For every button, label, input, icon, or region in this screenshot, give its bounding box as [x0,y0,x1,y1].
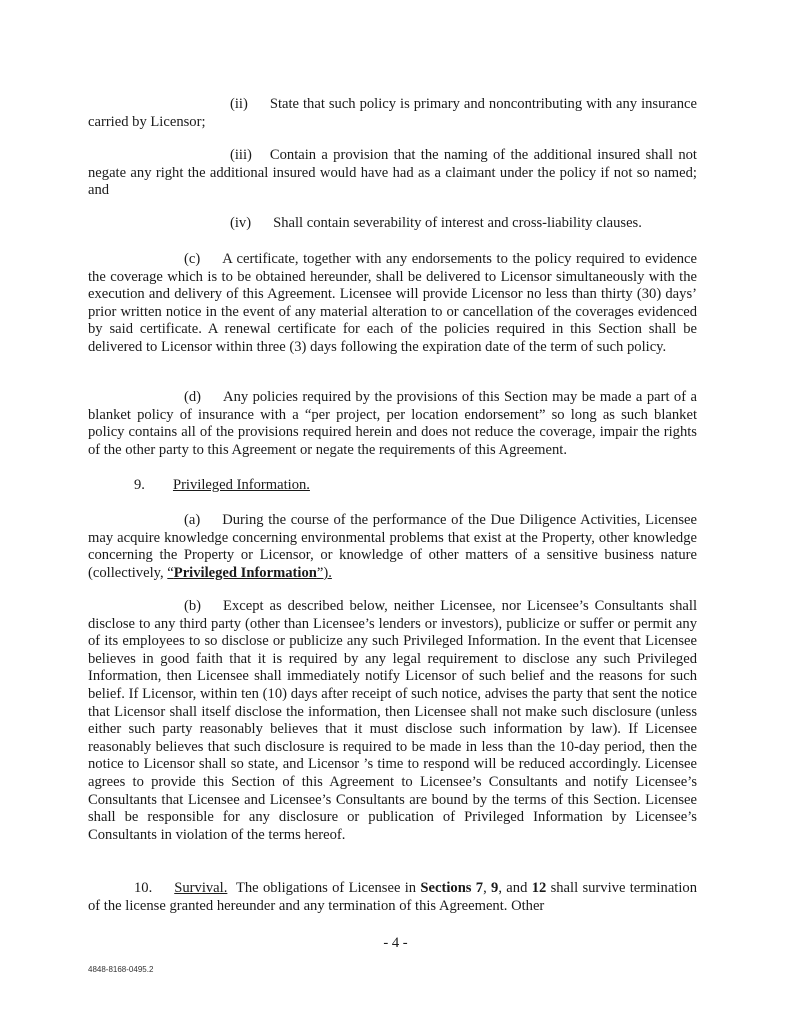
subsection-c-number: (c) [184,251,201,267]
clause-iv-text: Shall contain severability of interest and cross-liability clauses. [273,215,642,231]
clause-iii-number: (iii) [230,147,252,163]
clause-ii [88,96,697,131]
section-10-title: Survival. [174,880,228,896]
section-9-b [88,598,697,844]
subsection-c-text: A certificate, together with any endorsements to the policy required to evidence the coverage which is to be obtained hereunder, shall be delivered to Licensor simultaneously with the execution and delivery of this Agreement. Licensee will provide Licensor no less than thirty (30) days’ prior written notice in the event of any material alteration to or cancellation of the coverages evidenced by said certificate. A renewal certificate for each of the policies required in this Section shall be delivered to Licensor within three (3) days following the expiration date of the term of such policy. [88,251,697,355]
section-9-a [88,512,697,582]
defined-term-open-quote: “ [167,564,174,581]
section-10-ref-9: 9 [491,880,499,896]
section-9-title: Privileged Information. [172,477,310,493]
section-10-ref-sections-7: Sections 7 [420,880,484,896]
defined-term-privileged-information: Privileged Information [173,564,317,581]
section-10-number: 10. [134,880,153,896]
clause-ii-text: State that such policy is primary and noncontributing with any insurance carried by Licensor; [88,96,697,130]
section-10 [88,880,697,915]
clause-ii-number: (ii) [230,96,248,112]
subsection-d-text: Any policies required by the provisions of this Section may be made a part of a blanket policy of insurance with a “per project, per location endorsement” so long as such blanket policy contains all of the provisions required herein and does not reduce the coverage, impair the rights of the other party to this Agreement or negate the requirements of this Agreement. [88,389,697,458]
section-10-ref-12: 12 [531,880,547,896]
clause-iii-text: Contain a provision that the naming of the additional insured shall not negate any right the additional insured would have had as a claimant under the policy if not so named; and [88,147,697,199]
section-9-b-number: (b) [184,598,202,614]
section-10-sep-2: , and [498,880,532,896]
clause-iv [88,215,697,233]
section-9-a-text: During the course of the performance of the Due Diligence Activities, Licensee may acquire knowledge concerning environmental problems that exist at the Property, other knowledge concerning the Property or Licensor, or knowledge of other matters of a sensitive business nature (collectively, [88,512,697,581]
defined-term-close-quote: ”). [316,564,332,581]
page-number: - 4 - [383,935,408,951]
section-9-heading [134,477,310,495]
section-9-a-number: (a) [184,512,201,528]
subsection-d [88,389,697,459]
section-10-sep-1: , [483,880,492,896]
section-10-text-2: shall survive termination of the license granted hereunder and any termination of this Agreement. Other [88,880,697,914]
subsection-c [88,251,697,357]
section-9-number: 9. [134,477,145,493]
clause-iii [88,147,697,200]
subsection-d-number: (d) [184,389,202,405]
document-id: 4848-8168-0495.2 [88,965,154,974]
section-10-text-1: The obligations of Licensee in [235,880,421,896]
clause-iv-number: (iv) [230,215,252,231]
section-9-b-text: Except as described below, neither Licensee, nor Licensee’s Consultants shall disclose to any third party (other than Licensee’s lenders or investors), publicize or suffer or permit any of its employees to so disclose or publicize any such Privileged Information. In the event that Licensee believes in good faith that it is required by any legal requirement to disclose any such Privileged Information, then Licensee shall immediately notify Licensor of such belief and the reasons for such belief. If Licensor, within ten (10) days after receipt of such notice, advises the party that sent the notice that Licensor shall itself disclose the information, then Licensee shall not make such disclosure (unless either such party reasonably believes that it must disclose such information by law). If Licensee reasonably believes that such disclosure is required to be made in less than the 10-day period, then the notice to Licensor shall so state, and Licensor ’s time to respond will be reduced accordingly. Licensee agrees to provide this Section of this Agreement to Licensee’s Consultants and notify Licensee’s Consultants that Licensee and Licensee’s Consultants are bound by the terms of this Section. Licensee shall be responsible for any disclosure or publication of Privileged Information by Licensee’s Consultants in violation of the terms hereof. [88,598,697,843]
